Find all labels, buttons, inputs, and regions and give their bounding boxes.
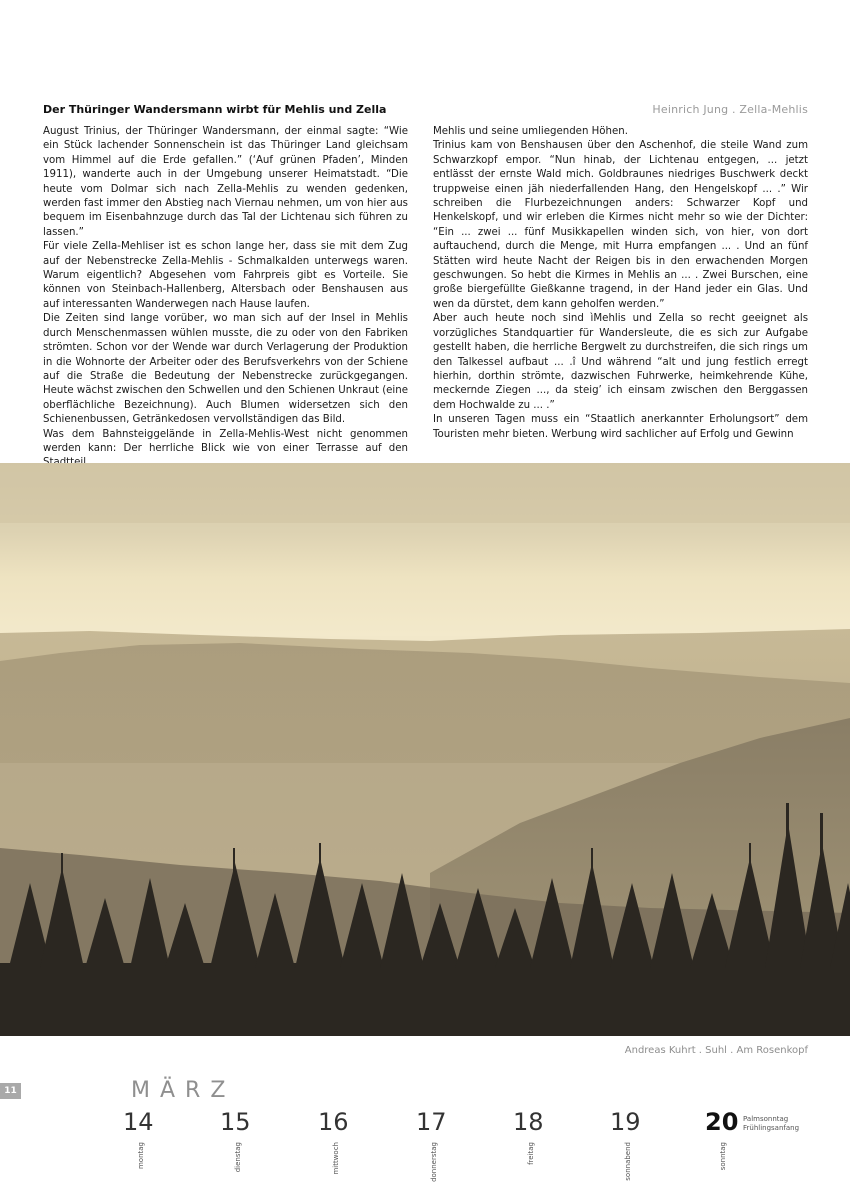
photo-credit: Andreas Kuhrt . Suhl . Am Rosenkopf bbox=[624, 1045, 808, 1056]
weekday-label: sonnabend bbox=[624, 1142, 632, 1181]
paragraph: August Trinius, der Thüringer Wandersmann, der einmal sagte: “Wie ein Stück lachender Sonnenschein ist das Thüringer Land gleichsam vom Himmel auf die Erde gefallen.” (‘Auf grünen Pfaden’, Minden 1911), wanderte auch in der Umgebung unserer Heimatstadt. “Die heute vom Dolmar sich nach Zella-Mehlis zu wenden gedenken, werden fast immer den Abstieg nach Viernau nehmen, um von hier aus bequem im Eisenbahnzuge durch das Tal der Lichtenau sich führen zu lassen.” bbox=[43, 126, 408, 238]
paragraph: Trinius kam von Benshausen über den Aschenhof, die steile Wand zum Schwarzkopf empor. “Nun hinab, der Lichtenau entgegen, ... jetzt entlässt der ernste Wald mich. Goldbraunes niedriges Buschwerk deckt truppweise einen jäh niederfallenden Hang, den Hengelskopf ... .” Wir schreiben die Flurbezeichnungen anders: Schwarzer Kopf und Henkelskopf, und wir erleben die Kirmes nicht mehr so wie der Dichter: “Ein ... zwei ... fünf Musikkapellen winden sich, von hier, von dort auftauchend, durch die Menge, mit Hurra empfangen ... . Und an fünf Stätten wird heute Nacht der Reigen bis in den erwachenden Morgen geschwungen. So hebt die Kirmes in Mehlis an ... . Zwei Burschen, eine große biergefüllte Gießkanne tragend, in der Hand jeder ein Glas. Und wen da dürstet, dem kann geholfen werden.” bbox=[433, 140, 808, 310]
calendar-day bbox=[123, 1108, 183, 1188]
calendar-day bbox=[610, 1108, 670, 1188]
calendar-day bbox=[220, 1108, 280, 1188]
cloud-band bbox=[0, 463, 850, 523]
page-number: 11 bbox=[0, 1083, 21, 1099]
holiday-label: Frühlingsanfang bbox=[743, 1123, 800, 1132]
month-label: MÄRZ bbox=[131, 1078, 236, 1103]
calendar-day bbox=[513, 1108, 573, 1188]
paragraph: Die Zeiten sind lange vorüber, wo man sich auf der Insel in Mehlis durch Menschenmassen wühlen musste, die zu oder von den Fabriken strömten. Schon vor der Wende war durch Verlagerung der Produktion in die Wohnorte der Arbeiter oder des Berufsverkehrs von der Schiene auf die Straße die Bedeutung der Nebenstrecke zurückgegangen. Heute wächst zwischen den Schwellen und den Schienen Unkraut (eine oberflächliche Bezeichnung). Auch Blumen widersetzen sich den Schienenbussen, Getränkedosen vervollständigen das Bild. bbox=[43, 313, 408, 426]
weekday-label: sonntag bbox=[719, 1142, 727, 1171]
weekday-label: donnerstag bbox=[430, 1142, 438, 1182]
paragraph: In unseren Tagen muss ein “Staatlich anerkannter Erholungsort” dem Touristen mehr bieten. Werbung wird sachlicher auf Erfolg und Gewinn bbox=[433, 414, 808, 440]
day-number: 15 bbox=[220, 1108, 251, 1136]
article-author: Heinrich Jung . Zella-Mehlis bbox=[652, 103, 808, 116]
landscape-photo bbox=[0, 463, 850, 1036]
day-number: 19 bbox=[610, 1108, 641, 1136]
paragraph: Aber auch heute noch sind ìMehlis und Zella so recht geeignet als vorzügliches Standquartier für Wandersleute, die es sich zur Aufgabe gestellt haben, die herrliche Bergwelt zu durchstreifen, die sich rings um den Talkessel aufbaut ... .î Und während “alt und jung festlich erregt hierhin, dorthin strömte, dazwischen Fuhrwerke, heimkehrende Kühe, meckernde Ziegen ..., da steig’ ich einsam zwischen den Berggassen dem Hochwalde zu ... .” bbox=[433, 313, 808, 411]
holiday-note bbox=[743, 1115, 799, 1132]
article-right-column bbox=[433, 125, 808, 442]
weekday-label: dienstag bbox=[234, 1142, 242, 1173]
paragraph: Was dem Bahnsteiggelände in Zella-Mehlis-West nicht genommen werden kann: Der herrliche Blick wie von einer Terrasse auf den bbox=[43, 428, 408, 454]
day-number: 18 bbox=[513, 1108, 544, 1136]
day-number: 17 bbox=[416, 1108, 447, 1136]
holiday-label: Palmsonntag bbox=[743, 1115, 789, 1123]
day-number: 16 bbox=[318, 1108, 349, 1136]
article-left-column bbox=[43, 125, 408, 471]
paragraph: Mehlis und seine umliegenden Höhen. bbox=[433, 126, 628, 137]
weekday-label: freitag bbox=[527, 1142, 535, 1165]
day-number: 20 bbox=[705, 1108, 739, 1136]
article-headline: Der Thüringer Wandersmann wirbt für Mehlis und Zella bbox=[43, 103, 387, 116]
weekday-label: montag bbox=[137, 1142, 145, 1170]
calendar-day bbox=[318, 1108, 378, 1188]
weekday-label: mittwoch bbox=[332, 1142, 340, 1175]
paragraph: Für viele Zella-Mehliser ist es schon lange her, dass sie mit dem Zug auf der Nebenstrecke Zella-Mehlis - Schmalkalden unterwegs waren. Warum eigentlich? Abgesehen vom Fahrpreis gibt es Vorteile. Sie können von Steinbach-Hallenberg, Altersbach oder Benshausen aus auf interessanten Wanderwegen nach Hause laufen. bbox=[43, 241, 408, 310]
day-number: 14 bbox=[123, 1108, 154, 1136]
calendar-day bbox=[416, 1108, 476, 1188]
